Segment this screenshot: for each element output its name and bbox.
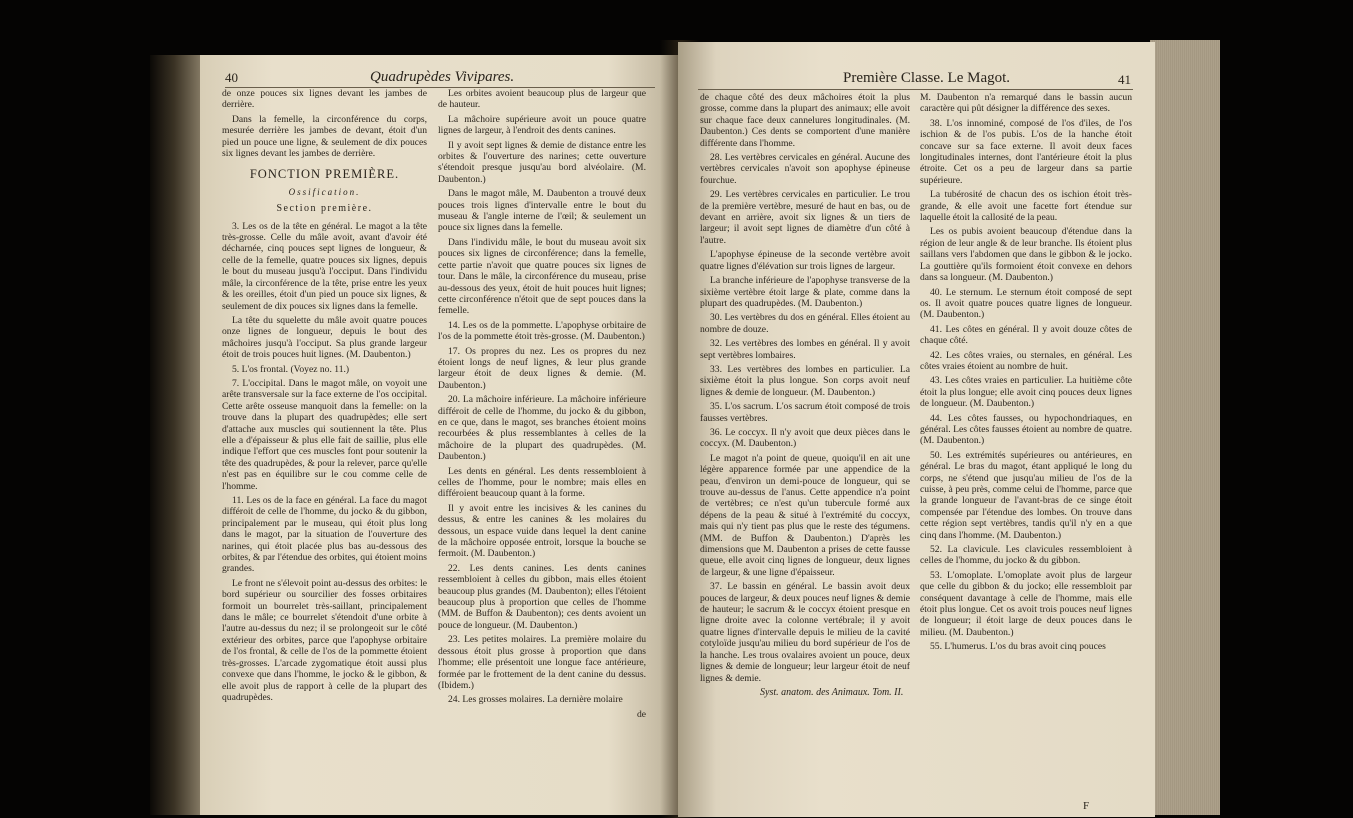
paragraph: 23. Les petites molaires. La première molaire du dessous étoit plus grosse à proportion que dans l'homme; elle présentoit une longue face antérieure, formée par le frottement de la dent canine du dessus. (Ibidem.) — [438, 634, 646, 691]
paragraph: 7. L'occipital. Dans le magot mâle, on voyoit une arête transversale sur la face externe de l'os occipital. Cette arête osseuse manquoit dans la femelle: on la trouve dans la plupart des quadrupèdes; elle sert d'attache aux muscles qui soutiennent la tête. Plus elle a d'épaisseur & plus elle fait de saillie, plus elle indique l'effort que ces muscles font pour soutenir la tête des quadrupèdes, & pour la relever, parce qu'elle n'est pas en équilibre sur le cou comme celle de l'homme. — [222, 377, 427, 492]
paragraph: 20. La mâchoire inférieure. La mâchoire inférieure différoit de celle de l'homme, du jocko & du gibbon, en ce que, dans le magot, ses branches étoient moins recourbées & plus ressemblantes à celles de la mâchoire de la plupart des quadrupèdes. (M. Daubenton.) — [438, 394, 646, 463]
paragraph: 29. Les vertèbres cervicales en particulier. Le trou de la première vertèbre, mesuré de haut en bas, ou de devant en arrière, avoit six lignes & un tiers de largeur; il avoit sept lignes de diamètre d'un côté à l'autre. — [700, 189, 910, 246]
paragraph: 44. Les côtes fausses, ou hypochondriaques, en général. Les côtes fausses étoient au nombre de quatre. (M. Daubenton.) — [920, 412, 1132, 447]
paragraph: 24. Les grosses molaires. La dernière molaire — [448, 694, 623, 706]
paragraph: 50. Les extrémités supérieures ou antérieures, en général. Le bras du magot, étant appliqué le long du corps, ne s'étend que jusqu'au milieu de l'os de la cuisse, à peu près, comme celui de l'homme, parce que la grande longueur de l'avant-bras de ce singe étoit compensée par l'étendue des lombes. On trouve dans cette région sept vertèbres, tandis qu'il n'y en a que cinq dans l'homme. (M. Daubenton.) — [920, 449, 1132, 541]
paragraph: Les orbites avoient beaucoup plus de largeur que de hauteur. — [438, 88, 646, 111]
paragraph: La mâchoire supérieure avoit un pouce quatre lignes de largeur, à l'endroit des dents canines. — [438, 113, 646, 137]
paragraph: 43. Les côtes vraies en particulier. La huitième côte étoit la plus longue; elle avoit cinq pouces deux lignes de longueur. (M. Daubenton.) — [920, 375, 1132, 410]
paragraph: 55. L'humerus. L'os du bras avoit cinq pouces — [930, 641, 1106, 653]
running-head: Quadrupèdes Vivipares. — [370, 69, 515, 85]
paragraph: Le front ne s'élevoit point au-dessus des orbites: le bord supérieur ou sourcilier des fosses orbitaires formoit un bourrelet très-saillant, principalement dans le mâle; ce bourrelet s'étendoit d'une orbite à l'autre au-dessus du nez; il se prolongeoit sur le côté extérieur des orbites, parce que l'apophyse orbitaire de l'os frontal, & celle de l'os de la pommette étoient très-grosses. L'arcade zygomatique étoit aussi plus convexe que dans l'homme, le jocko & le gibbon, & elle avoit plus de rapport à celle de la plupart des quadrupèdes. — [222, 577, 427, 703]
paragraph: 40. Le sternum. Le sternum étoit composé de sept os. Il avoit quatre pouces quatre lignes de longueur. (M. Daubenton.) — [920, 286, 1132, 321]
paragraph: 22. Les dents canines. Les dents canines ressembloient à celles du gibbon, mais elles étoient beaucoup plus grandes (M. Daubenton); elles l'étoient beaucoup plus à proportion que celles de l'homme (MM. de Buffon & Daubenton); ces dents avoient un pouce de longueur. (M. Daubenton.) — [438, 562, 646, 631]
paragraph: Les dents en général. Les dents ressembloient à celles de l'homme, pour le nombre; mais elles en différoient beaucoup quant à la forme. — [438, 465, 646, 500]
paragraph: 11. Les os de la face en général. La face du magot différoit de celle de l'homme, du jocko & du gibbon, principalement par le museau, qui étoit plus long dans le magot, par la situation de l'ouverture des narines, qui étoit placée plus bas au-dessous des orbites, & par l'étendue des orbites, qui étoient moins grandes. — [222, 495, 427, 575]
paragraph: Le magot n'a point de queue, quoiqu'il en ait une légère apparence formée par une appendice de la peau, d'environ un demi-pouce de longueur, qui se trouve au-dessus de l'anus. Cette appendice n'a point de vertèbres; ce n'est qu'un tubercule formé aux dépens de la peau & situé à l'extrémité du coccyx, mais qui n'y tient pas plus que le reste des tégumens. (MM. de Buffon & Daubenton.) D'après les dimensions que M. Daubenton a prises de cette fausse queue, elle avoit cinq lignes de longueur, deux lignes de largeur, & une ligne d'épaisseur. — [700, 452, 910, 578]
paragraph: La tubérosité de chacun des os ischion étoit très-grande, & elle avoit une facette fort étendue sur laquelle étoit la callosité de la peau. — [920, 189, 1132, 224]
footer-line: Syst. anatom. des Animaux. Tom. II. — [760, 686, 904, 698]
paragraph: La tête du squelette du mâle avoit quatre pouces onze lignes de longueur, depuis le bout des mâchoires jusqu'à l'occiput. Sa plus grande largeur étoit de trois pouces huit lignes. (M. Daubenton.) — [222, 314, 427, 361]
page-number: 40 — [225, 70, 238, 85]
catchword: de — [636, 708, 646, 720]
paragraph: 5. L'os frontal. (Voyez no. 11.) — [232, 363, 350, 375]
paragraph: de onze pouces six lignes devant les jambes de derrière. — [222, 88, 427, 111]
paragraph: 35. L'os sacrum. L'os sacrum étoit composé de trois fausses vertèbres. — [700, 401, 910, 424]
paragraph: 30. Les vertèbres du dos en général. Elles étoient au nombre de douze. — [700, 312, 910, 335]
paragraph: 37. Le bassin en général. Le bassin avoit deux pouces de largeur, & deux pouces neuf lignes & demie de hauteur; le sacrum & le coccyx étoient presque en ligne droite avec la colonne vertébrale; il y avoit quatre lignes d'intervalle depuis le milieu de la cavité cotyloïde jusqu'au milieu du bord supérieur de l'os de la hanche. Les trous ovalaires avoient un pouce, deux lignes & demie de longueur; leur largeur étoit de neuf lignes & demie. — [700, 581, 910, 684]
left-page — [200, 55, 680, 815]
paragraph: 36. Le coccyx. Il n'y avoit que deux pièces dans le coccyx. (M. Daubenton.) — [700, 426, 910, 450]
page-number: 41 — [1118, 72, 1131, 87]
running-head: Première Classe. Le Magot. — [843, 70, 1011, 86]
right-page — [678, 42, 1155, 817]
paragraph: 17. Os propres du nez. Les os propres du nez étoient longs de neuf lignes, & leur plus grande largeur étoit de deux lignes & demie. (M. Daubenton.) — [438, 345, 646, 391]
paragraph: 28. Les vertèbres cervicales en général. Aucune des vertèbres cervicales n'avoit son apophyse épineuse fourchue. — [700, 152, 910, 186]
paragraph: 14. Les os de la pommette. L'apophyse orbitaire de l'os de la pommette étoit très-grosse. (M. Daubenton.) — [438, 319, 646, 343]
paragraph: 33. Les vertèbres des lombes en particulier. La sixième étoit la plus longue. Son corps avoit neuf lignes & demie de longueur. (M. Daubenton.) — [700, 363, 910, 398]
left-column-2 — [438, 88, 646, 723]
paragraph: 52. La clavicule. Les clavicules ressembloient à celles de l'homme, du jocko & du gibbon. — [920, 544, 1132, 567]
head-rule — [698, 89, 1133, 90]
paragraph: 38. L'os innominé, composé de l'os d'iles, de l'os ischion & de l'os pubis. L'os de la hanche étoit concave sur sa face externe. Il avoit deux faces longitudinales internes, dont l'antérieure étoit la plus étroite. Cet os a peu de largeur dans sa partie supérieure. — [920, 117, 1132, 186]
section-subheading: Ossification. — [288, 186, 361, 197]
paragraph: Il y avoit sept lignes & demie de distance entre les orbites & l'ouverture des narines; cette ouverture s'étendoit presque jusqu'au bord alvéolaire. (M. Daubenton.) — [438, 139, 646, 185]
paragraph: 41. Les côtes en général. Il y avoit douze côtes de chaque côté. — [920, 323, 1132, 347]
signature-mark: F — [1083, 800, 1090, 812]
section-title: Section première. — [276, 203, 373, 215]
paragraph: Dans l'individu mâle, le bout du museau avoit six pouces six lignes de circonférence; dans la femelle, cette partie n'avoit que quatre pouces six lignes de tour. Dans le mâle, la circonférence du museau, prise au-dessous des yeux, étoit de huit pouces huit lignes; cette circonférence n'étoit que de sept pouces dans la femelle. — [438, 236, 646, 317]
section-heading: FONCTION PREMIÈRE. — [249, 167, 400, 182]
paragraph: Dans la femelle, la circonférence du corps, mesurée derrière les jambes de devant, étoit d'un pied un pouce une ligne, & seulement de dix pouces six lignes devant les jambes de derrière. — [222, 113, 427, 160]
paragraph: La branche inférieure de l'apophyse transverse de la sixième vertèbre étoit large & plate, comme dans la plupart des quadrupèdes. (M. Daubenton.) — [700, 275, 910, 309]
right-column-1 — [700, 92, 910, 701]
paragraph: Les os pubis avoient beaucoup d'étendue dans la région de leur angle & de leur branche. Ils étoient plus saillans vers l'abdomen que dans le gibbon & le jocko. La gouttière qu'ils formoient étoit convexe en dehors dans sa longueur. (M. Daubenton.) — [920, 226, 1132, 284]
right-column-2 — [920, 92, 1132, 656]
paragraph: 32. Les vertèbres des lombes en général. Il y avoit sept vertèbres lombaires. — [700, 338, 910, 361]
paragraph: Il y avoit entre les incisives & les canines du dessus, & entre les canines & les molaires du dessous, un espace vuide dans lequel la dent canine de la mâchoire opposée entroit, lorsque la bouche se fermoit. (M. Daubenton.) — [438, 502, 646, 560]
right-page-stack — [1150, 40, 1220, 815]
paragraph: M. Daubenton n'a remarqué dans le bassin aucun caractère qui pût désigner la différence des sexes. — [920, 92, 1132, 115]
paragraph: de chaque côté des deux mâchoires étoit la plus grosse, comme dans la plupart des animaux; elle avoit sur chaque face deux cannelures longitudinales. (M. Daubenton.) Ces dents se comportent d'une manière différente dans l'homme. — [700, 92, 910, 149]
paragraph: L'apophyse épineuse de la seconde vertèbre avoit quatre lignes d'élévation sur trois lignes de largeur. — [700, 249, 910, 272]
paragraph: Dans le magot mâle, M. Daubenton a trouvé deux pouces trois lignes d'intervalle entre le bout du museau & l'angle interne de l'œil; & seulement un pouce six lignes dans la femelle. — [438, 188, 646, 234]
paragraph: 53. L'omoplate. L'omoplate avoit plus de largeur que celle du gibbon & du jocko; elle ressembloit par conséquent davantage à celle de l'homme, mais elle étoit plus longue. Cet os avoit trois pouces neuf lignes de longueur; il étoit large de deux pouces dans le milieu. (M. Daubenton.) — [920, 569, 1132, 638]
paragraph: 3. Les os de la tête en général. Le magot a la tête très-grosse. Celle du mâle avoit, avant d'avoir été décharnée, cinq pouces sept lignes de longueur, & celle de la femelle, quatre pouces six lignes, depuis le bout du museau jusqu'à l'occiput. Dans l'individu mâle, la circonférence de la tête, prise entre les yeux & les oreilles, étoit d'un pied un pouce six lignes, & seulement de dix pouces six lignes dans la femelle. — [222, 220, 427, 312]
left-column-1 — [222, 88, 427, 706]
paragraph: 42. Les côtes vraies, ou sternales, en général. Les côtes vraies étoient au nombre de huit. — [920, 349, 1132, 372]
